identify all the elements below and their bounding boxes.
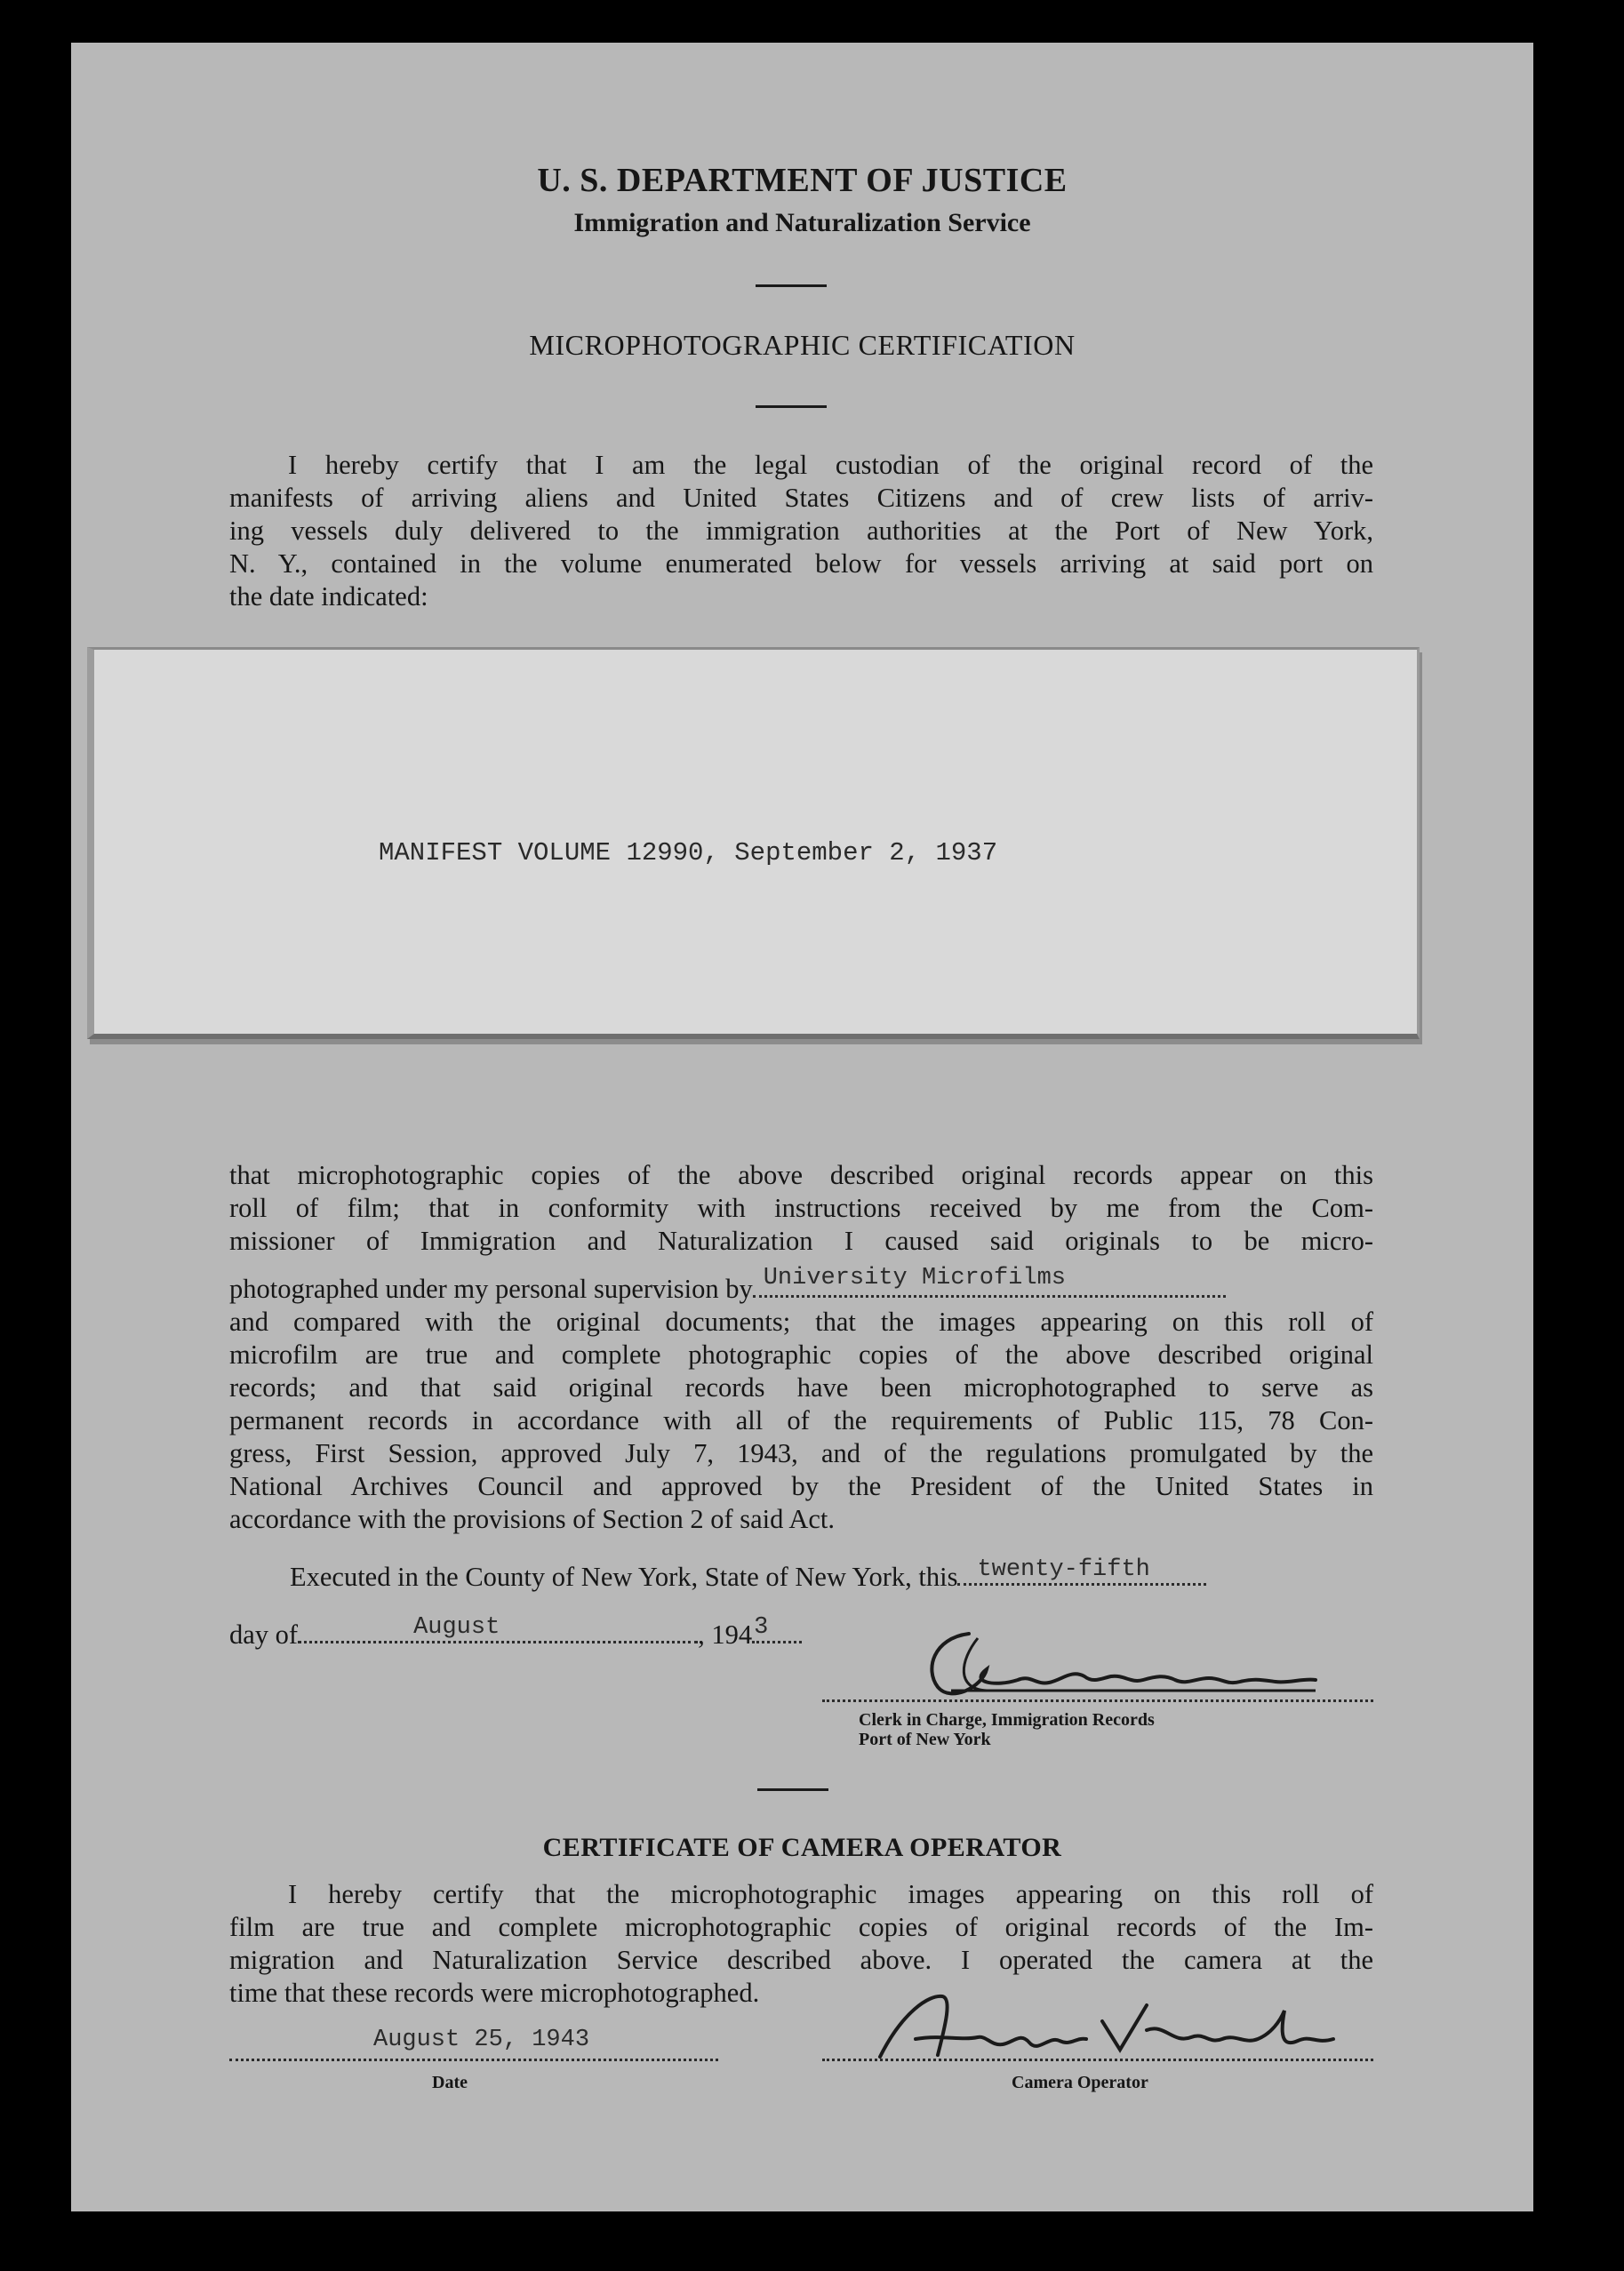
text-line: the date indicated: — [229, 581, 428, 612]
clerk-signature-line — [822, 1699, 1373, 1702]
year-field — [752, 1614, 802, 1643]
executed-line — [290, 1556, 1206, 1593]
year-digit: 3 — [754, 1614, 769, 1641]
clerk-title: Clerk in Charge, Immigration Records — [859, 1710, 1155, 1730]
text-line: manifests of arriving aliens and United States Citizens and of crew lists of arriv- — [229, 483, 1373, 513]
executed-day: twenty-fifth — [977, 1556, 1150, 1583]
text-line: gress, First Session, approved July 7, 1943, and of the regulations promulgated by the — [229, 1438, 1373, 1468]
department-title: U. S. DEPARTMENT OF JUSTICE — [537, 162, 1068, 199]
microfilm-company: University Microfilms — [763, 1265, 1066, 1291]
body-paragraph — [229, 1159, 1373, 1536]
text-line: time that these records were microphotographed. — [229, 1978, 760, 2008]
day-of-line — [229, 1614, 802, 1651]
operator-label: Camera Operator — [1012, 2073, 1148, 2092]
certification-title: MICROPHOTOGRAPHIC CERTIFICATION — [529, 329, 1076, 361]
text-line: film are true and complete microphotographic copies of original records of the Im- — [229, 1912, 1373, 1942]
text-line: microfilm are true and complete photographic copies of the above described original — [229, 1339, 1373, 1370]
divider-rule — [757, 1788, 828, 1791]
supervision-prefix: photographed under my personal supervision by — [229, 1274, 753, 1304]
camera-certificate-title: CERTIFICATE OF CAMERA OPERATOR — [542, 1833, 1062, 1862]
date-line — [229, 2059, 718, 2061]
operator-signature-line — [822, 2059, 1373, 2061]
text-line: N. Y., contained in the volume enumerated below for vessels arriving at said port on — [229, 548, 1373, 579]
text-line: migration and Naturalization Service described above. I operated the camera at the — [229, 1945, 1373, 1975]
text-line: that microphotographic copies of the above described original records appear on this — [229, 1160, 1373, 1190]
executed-prefix: Executed in the County of New York, State of New York, this — [290, 1562, 958, 1592]
text-line: roll of film; that in conformity with instructions received by me from the Com- — [229, 1193, 1373, 1223]
text-line: accordance with the provisions of Section 2 of said Act. — [229, 1504, 835, 1534]
date-label: Date — [432, 2073, 468, 2092]
certificate-sheet — [71, 43, 1533, 2211]
operator-signature — [853, 1986, 1387, 2066]
text-line: and compared with the original documents; that the images appearing on this roll of — [229, 1307, 1373, 1337]
month-field — [298, 1614, 698, 1643]
text-line: missioner of Immigration and Naturalization I caused said originals to be micro- — [229, 1226, 1373, 1256]
text-line: I hereby certify that I am the legal custodian of the original record of the — [288, 450, 1373, 480]
day-of-label: day of — [229, 1619, 299, 1650]
manifest-slip — [87, 647, 1420, 1039]
supervision-field — [753, 1265, 1226, 1298]
text-line: ing vessels duly delivered to the immigration authorities at the Port of New York, — [229, 516, 1373, 546]
text-line: permanent records in accordance with all of the requirements of Public 115, 78 Con- — [229, 1405, 1373, 1435]
service-subtitle: Immigration and Naturalization Service — [573, 208, 1031, 237]
intro-paragraph — [229, 449, 1373, 613]
manifest-volume-text: MANIFEST VOLUME 12990, September 2, 1937 — [379, 838, 998, 868]
month-value: August — [413, 1614, 500, 1641]
camera-date: August 25, 1943 — [373, 2027, 590, 2053]
divider-rule — [756, 405, 827, 408]
clerk-port: Port of New York — [859, 1730, 991, 1749]
divider-rule — [756, 284, 827, 287]
year-prefix: , 194 — [698, 1619, 753, 1650]
text-line: National Archives Council and approved by the President of the United States in — [229, 1471, 1373, 1501]
executed-day-field — [957, 1556, 1206, 1586]
supervision-line — [229, 1265, 1373, 1306]
text-line: records; and that said original records have been microphotographed to serve as — [229, 1372, 1373, 1403]
text-line: I hereby certify that the microphotographic images appearing on this roll of — [288, 1879, 1373, 1909]
